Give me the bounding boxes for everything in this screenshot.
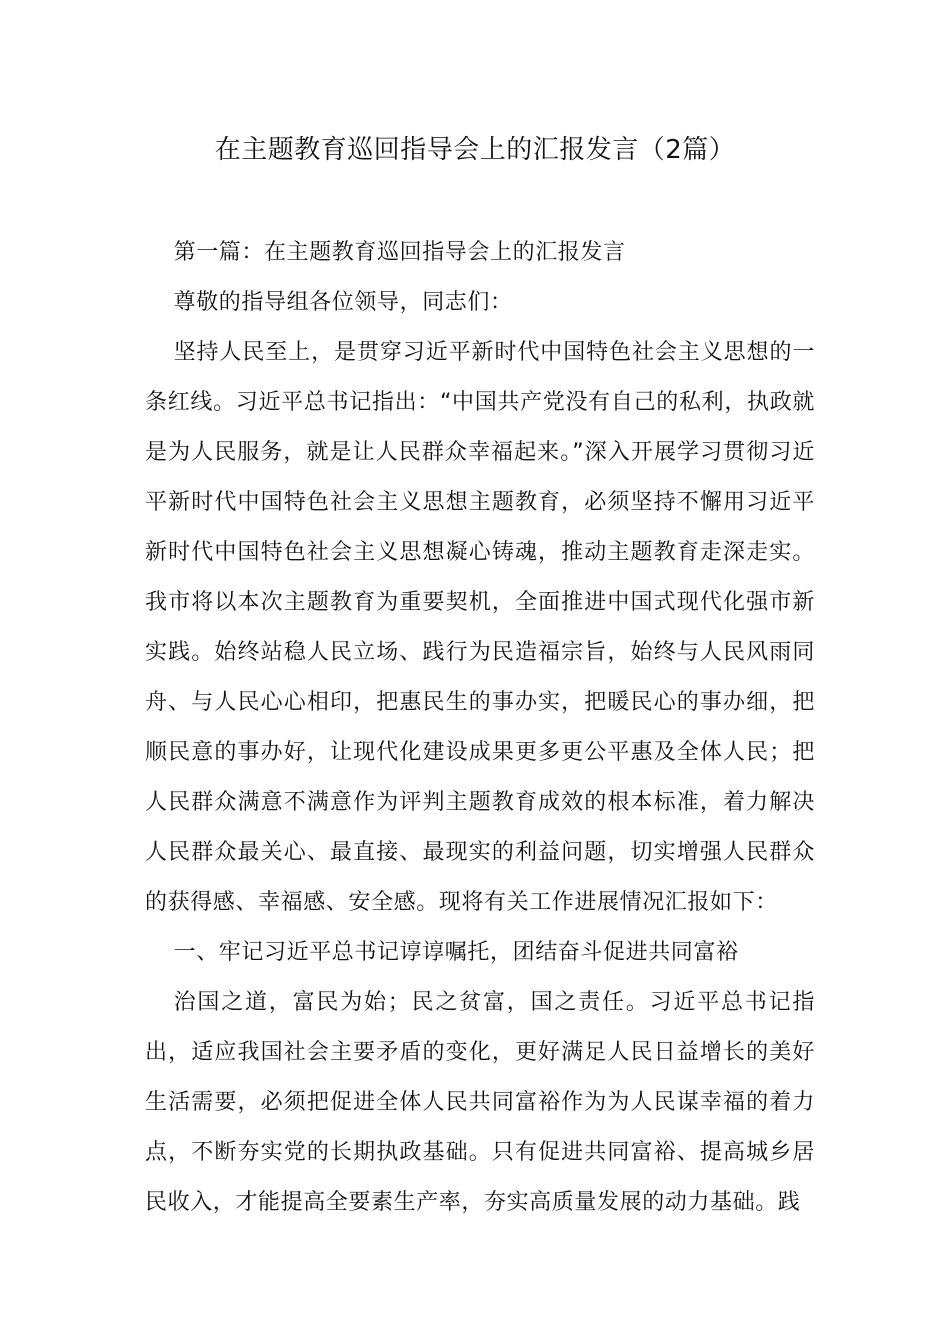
document-body xyxy=(145,228,815,1228)
body-paragraph: 坚持人民至上，是贯穿习近平新时代中国特色社会主义思想的一条红线。习近平总书记指出：“中国共产党没有自己的私利，执政就是为人民服务，就是让人民群众幸福起来。”深入开展学习贯彻习近平新时代中国特色社会主义思想主题教育，必须坚持不懈用习近平新时代中国特色社会主义思想凝心铸魂，推动主题教育走深走实。我市将以本次主题教育为重要契机，全面推进中国式现代化强市新实践。始终站稳人民立场、践行为民造福宗旨，始终与人民风雨同舟、与人民心心相印，把惠民生的事办实，把暖民心的事办细，把顺民意的事办好，让现代化建设成果更多更公平惠及全体人民；把人民群众满意不满意作为评判主题教育成效的根本标准，着力解决人民群众最关心、最直接、最现实的利益问题，切实增强人民群众的获得感、幸福感、安全感。现将有关工作进展情况汇报如下： xyxy=(145,340,815,915)
subsection-heading: 一、牢记习近平总书记谆谆嘱托，团结奋斗促进共同富裕 xyxy=(173,940,739,965)
salutation: 尊敬的指导组各位领导，同志们： xyxy=(173,290,513,315)
section-heading: 第一篇：在主题教育巡回指导会上的汇报发言 xyxy=(173,240,626,265)
body-paragraph: 治国之道，富民为始；民之贫富，国之责任。习近平总书记指出，适应我国社会主要矛盾的变化，更好满足人民日益增长的美好生活需要，必须把促进全体人民共同富裕作为为人民谋幸福的着力点，不断夯实党的长期执政基础。只有促进共同富裕、提高城乡居民收入，才能提高全要素生产率，夯实高质量发展的动力基础。践 xyxy=(145,990,815,1215)
document-title: 在主题教育巡回指导会上的汇报发言（2篇） xyxy=(214,135,736,165)
